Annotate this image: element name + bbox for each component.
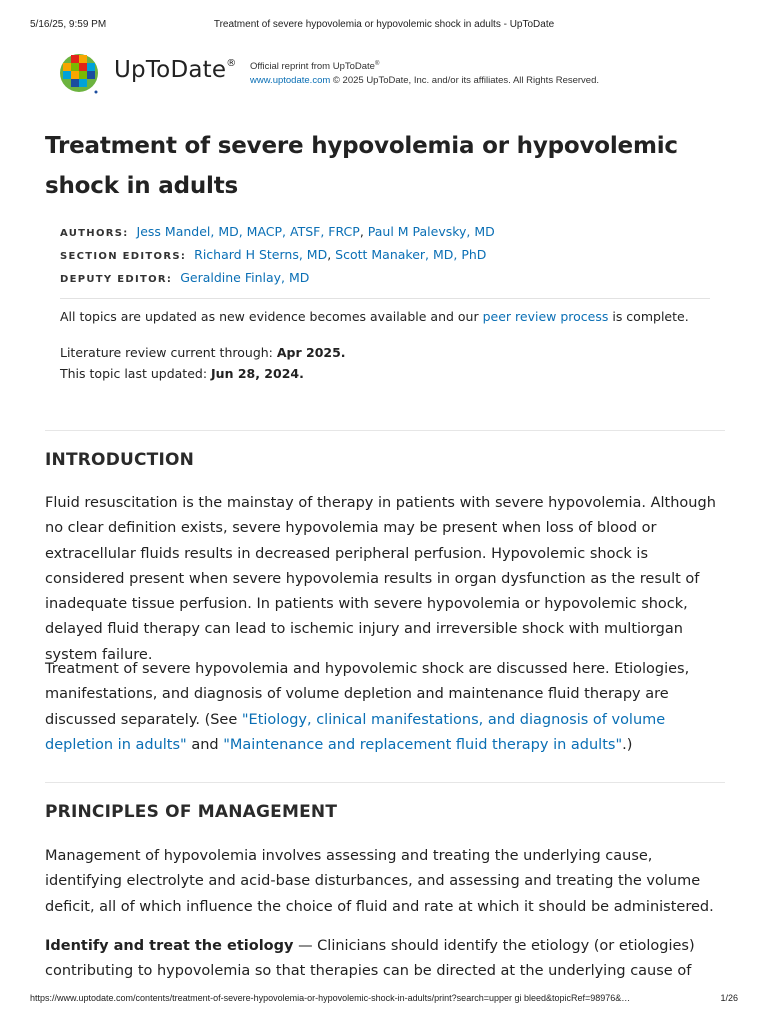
section-editors-row: SECTION EDITORS: Richard H Sterns, MD, Scott Manaker, MD, PhD — [60, 247, 487, 262]
section-editors-label: SECTION EDITORS: — [60, 251, 187, 262]
review-dates — [60, 342, 720, 384]
etiology-subheading: Identify and treat the etiology — [45, 938, 294, 954]
editor-link[interactable]: Richard H Sterns, MD — [194, 247, 328, 262]
brand-header — [58, 52, 738, 96]
deputy-editor-label: DEPUTY EDITOR: — [60, 274, 173, 285]
update-note: All topics are updated as new evidence becomes available and our peer review process is complete. — [60, 309, 689, 324]
reprint-notice: Official reprint from UpToDate® www.uptodate.com © 2025 UpToDate, Inc. and/or its affiliates. All Rights Reserved. — [250, 61, 600, 87]
uptodate-logo-icon — [58, 52, 100, 94]
print-page-title: Treatment of severe hypovolemia or hypovolemic shock in adults - UpToDate — [213, 19, 555, 30]
maintenance-fluid-topic-link[interactable]: "Maintenance and replacement fluid therapy in adults" — [223, 736, 623, 753]
introduction-heading: INTRODUCTION — [45, 450, 195, 470]
uptodate-site-link[interactable]: www.uptodate.com — [250, 75, 331, 87]
editor-link[interactable]: Scott Manaker, MD, PhD — [335, 247, 487, 262]
last-updated-line: This topic last updated: Jun 28, 2024. — [60, 366, 304, 381]
print-header — [0, 19, 768, 33]
article-title: Treatment of severe hypovolemia or hypovolemic shock in adults — [45, 133, 678, 199]
print-date: 5/16/25, 9:59 PM — [30, 19, 107, 30]
volume-depletion-topic-link[interactable]: "Etiology, clinical manifestations, and diagnosis of volume depletion in adults" — [45, 711, 666, 753]
peer-review-link[interactable]: peer review process — [482, 309, 609, 324]
print-footer — [0, 993, 768, 1007]
section-divider — [45, 782, 725, 783]
author-link[interactable]: Jess Mandel, MD, MACP, ATSF, FRCP — [136, 224, 360, 239]
principles-paragraph-1: Management of hypovolemia involves assessing and treating the underlying cause, identifying electrolyte and acid-base disturbances, and assessing and treating the volume deficit, all of which influence the choice of fluid and rate at which it should be administered. — [45, 848, 714, 915]
print-url: https://www.uptodate.com/contents/treatment-of-severe-hypovolemia-or-hypovolemic-shock-in-adults/print?search=upper gi bleed&topicRef=98976&… — [30, 993, 631, 1003]
deputy-editor-link[interactable]: Geraldine Finlay, MD — [180, 270, 310, 285]
credits-divider — [60, 298, 710, 299]
authors-row: AUTHORS: Jess Mandel, MD, MACP, ATSF, FRCP, Paul M Palevsky, MD — [60, 224, 495, 239]
authors-label: AUTHORS: — [60, 228, 129, 239]
section-divider — [45, 430, 725, 431]
literature-review-line: Literature review current through: Apr 2025. — [60, 345, 346, 360]
author-link[interactable]: Paul M Palevsky, MD — [367, 224, 495, 239]
introduction-paragraph-1: Fluid resuscitation is the mainstay of therapy in patients with severe hypovolemia. Although no clear definition exists, severe hypovolemia may be present when loss of blood or extracellular fluids results in decreased peripheral perfusion. Hypovolemic shock is considered present when severe hypovolemia results in organ dysfunction as the result of inadequate tissue perfusion. In patients with severe hypovolemia or hypovolemic shock, delayed fluid therapy can lead to ischemic injury and irreversible shock with multiorgan system failure. — [45, 495, 716, 663]
principles-paragraph-2: Identify and treat the etiology — Clinicians should identify the etiology (or etiologies) contributing to hypovolemia so that therapies can be directed at the underlying cause of — [45, 938, 695, 980]
article-credits — [60, 221, 720, 290]
principles-heading: PRINCIPLES OF MANAGEMENT — [45, 802, 338, 822]
introduction-paragraph-2: Treatment of severe hypovolemia and hypovolemic shock are discussed here. Etiologies, manifestations, and diagnosis of volume depletion and maintenance fluid therapy are discussed separately. (See "Etiology, clinical manifestations, and diagnosis of volume depletion in adults" and "Maintenance and replacement fluid therapy in adults".) — [45, 661, 690, 753]
brand-wordmark: UpToDate® — [114, 57, 237, 83]
page-number: 1/26 — [720, 993, 738, 1003]
deputy-editor-row — [60, 267, 720, 290]
